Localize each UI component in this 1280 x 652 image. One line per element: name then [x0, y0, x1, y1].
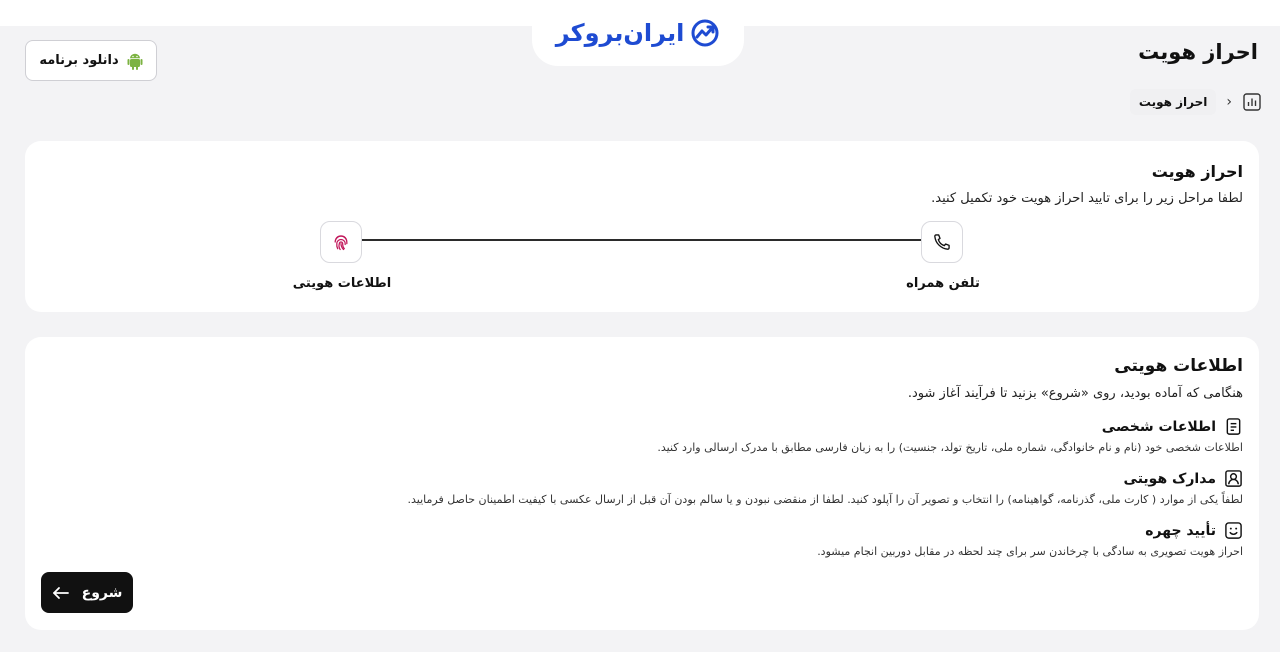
- info-card-subtitle: هنگامی که آماده بودید، روی «شروع» بزنید تا فرآیند آغاز شود.: [907, 386, 1243, 401]
- dashboard-chart-icon[interactable]: [1242, 92, 1262, 112]
- steps-card-title: احراز هویت: [1151, 162, 1243, 181]
- download-app-button[interactable]: [25, 40, 157, 81]
- step-label-identity: اطلاعات هویتی: [292, 276, 392, 291]
- page-title: احراز هویت: [1138, 40, 1258, 64]
- info-card-title: اطلاعات هویتی: [1114, 356, 1243, 376]
- requirement-description: اطلاعات شخصی خود (نام و نام خانوادگی، شماره ملی، تاریخ تولد، جنسیت) را به زبان فارسی مطابق با مدرک ارسالی وارد کنید.: [657, 441, 1243, 454]
- document-icon: [1224, 417, 1243, 436]
- requirement-title: مدارک هویتی: [1123, 470, 1216, 487]
- step-phone[interactable]: [921, 221, 963, 263]
- start-button-label: شروع: [81, 584, 123, 601]
- chart-trend-icon: [690, 18, 720, 48]
- requirement-id-documents: [407, 469, 1243, 506]
- fingerprint-icon: [331, 232, 351, 252]
- requirement-description: احراز هویت تصویری به سادگی با چرخاندن سر برای چند لحظه در مقابل دوربین انجام میشود.: [817, 545, 1243, 558]
- requirement-face-verification: [817, 521, 1243, 558]
- arrow-left-icon: [52, 586, 70, 600]
- face-scan-icon: [1224, 521, 1243, 540]
- requirement-title: تأیید چهره: [1145, 522, 1216, 539]
- breadcrumb: [1130, 88, 1262, 116]
- brand-logo[interactable]: [532, 0, 744, 66]
- step-label-phone: تلفن همراه: [906, 276, 980, 291]
- chevron-left-icon: ‹: [1226, 94, 1232, 110]
- steps-card: [25, 141, 1259, 312]
- requirement-description: لطفاً یکی از موارد ( کارت ملی، گذرنامه، گواهینامه) را انتخاب و تصویر آن را آپلود کنید. لطفا از منقضی نبودن و یا سالم بودن آن قبل از ارسال عکسی با کیفیت اطمینان حاصل فرمایید.: [407, 493, 1243, 506]
- android-icon: [127, 52, 143, 70]
- identity-info-card: [25, 337, 1259, 630]
- phone-icon: [932, 232, 952, 252]
- step-connector: [362, 239, 923, 241]
- requirement-title: اطلاعات شخصی: [1101, 418, 1216, 435]
- id-card-icon: [1224, 469, 1243, 488]
- breadcrumb-current: احراز هویت: [1130, 89, 1216, 115]
- requirement-personal-info: [657, 417, 1243, 454]
- start-button[interactable]: [41, 572, 133, 613]
- download-app-label: دانلود برنامه: [39, 53, 119, 68]
- brand-name: ایران‌بروکر: [555, 19, 685, 47]
- steps-card-subtitle: لطفا مراحل زیر را برای تایید احراز هویت خود تکمیل کنید.: [931, 191, 1243, 206]
- step-identity[interactable]: [320, 221, 362, 263]
